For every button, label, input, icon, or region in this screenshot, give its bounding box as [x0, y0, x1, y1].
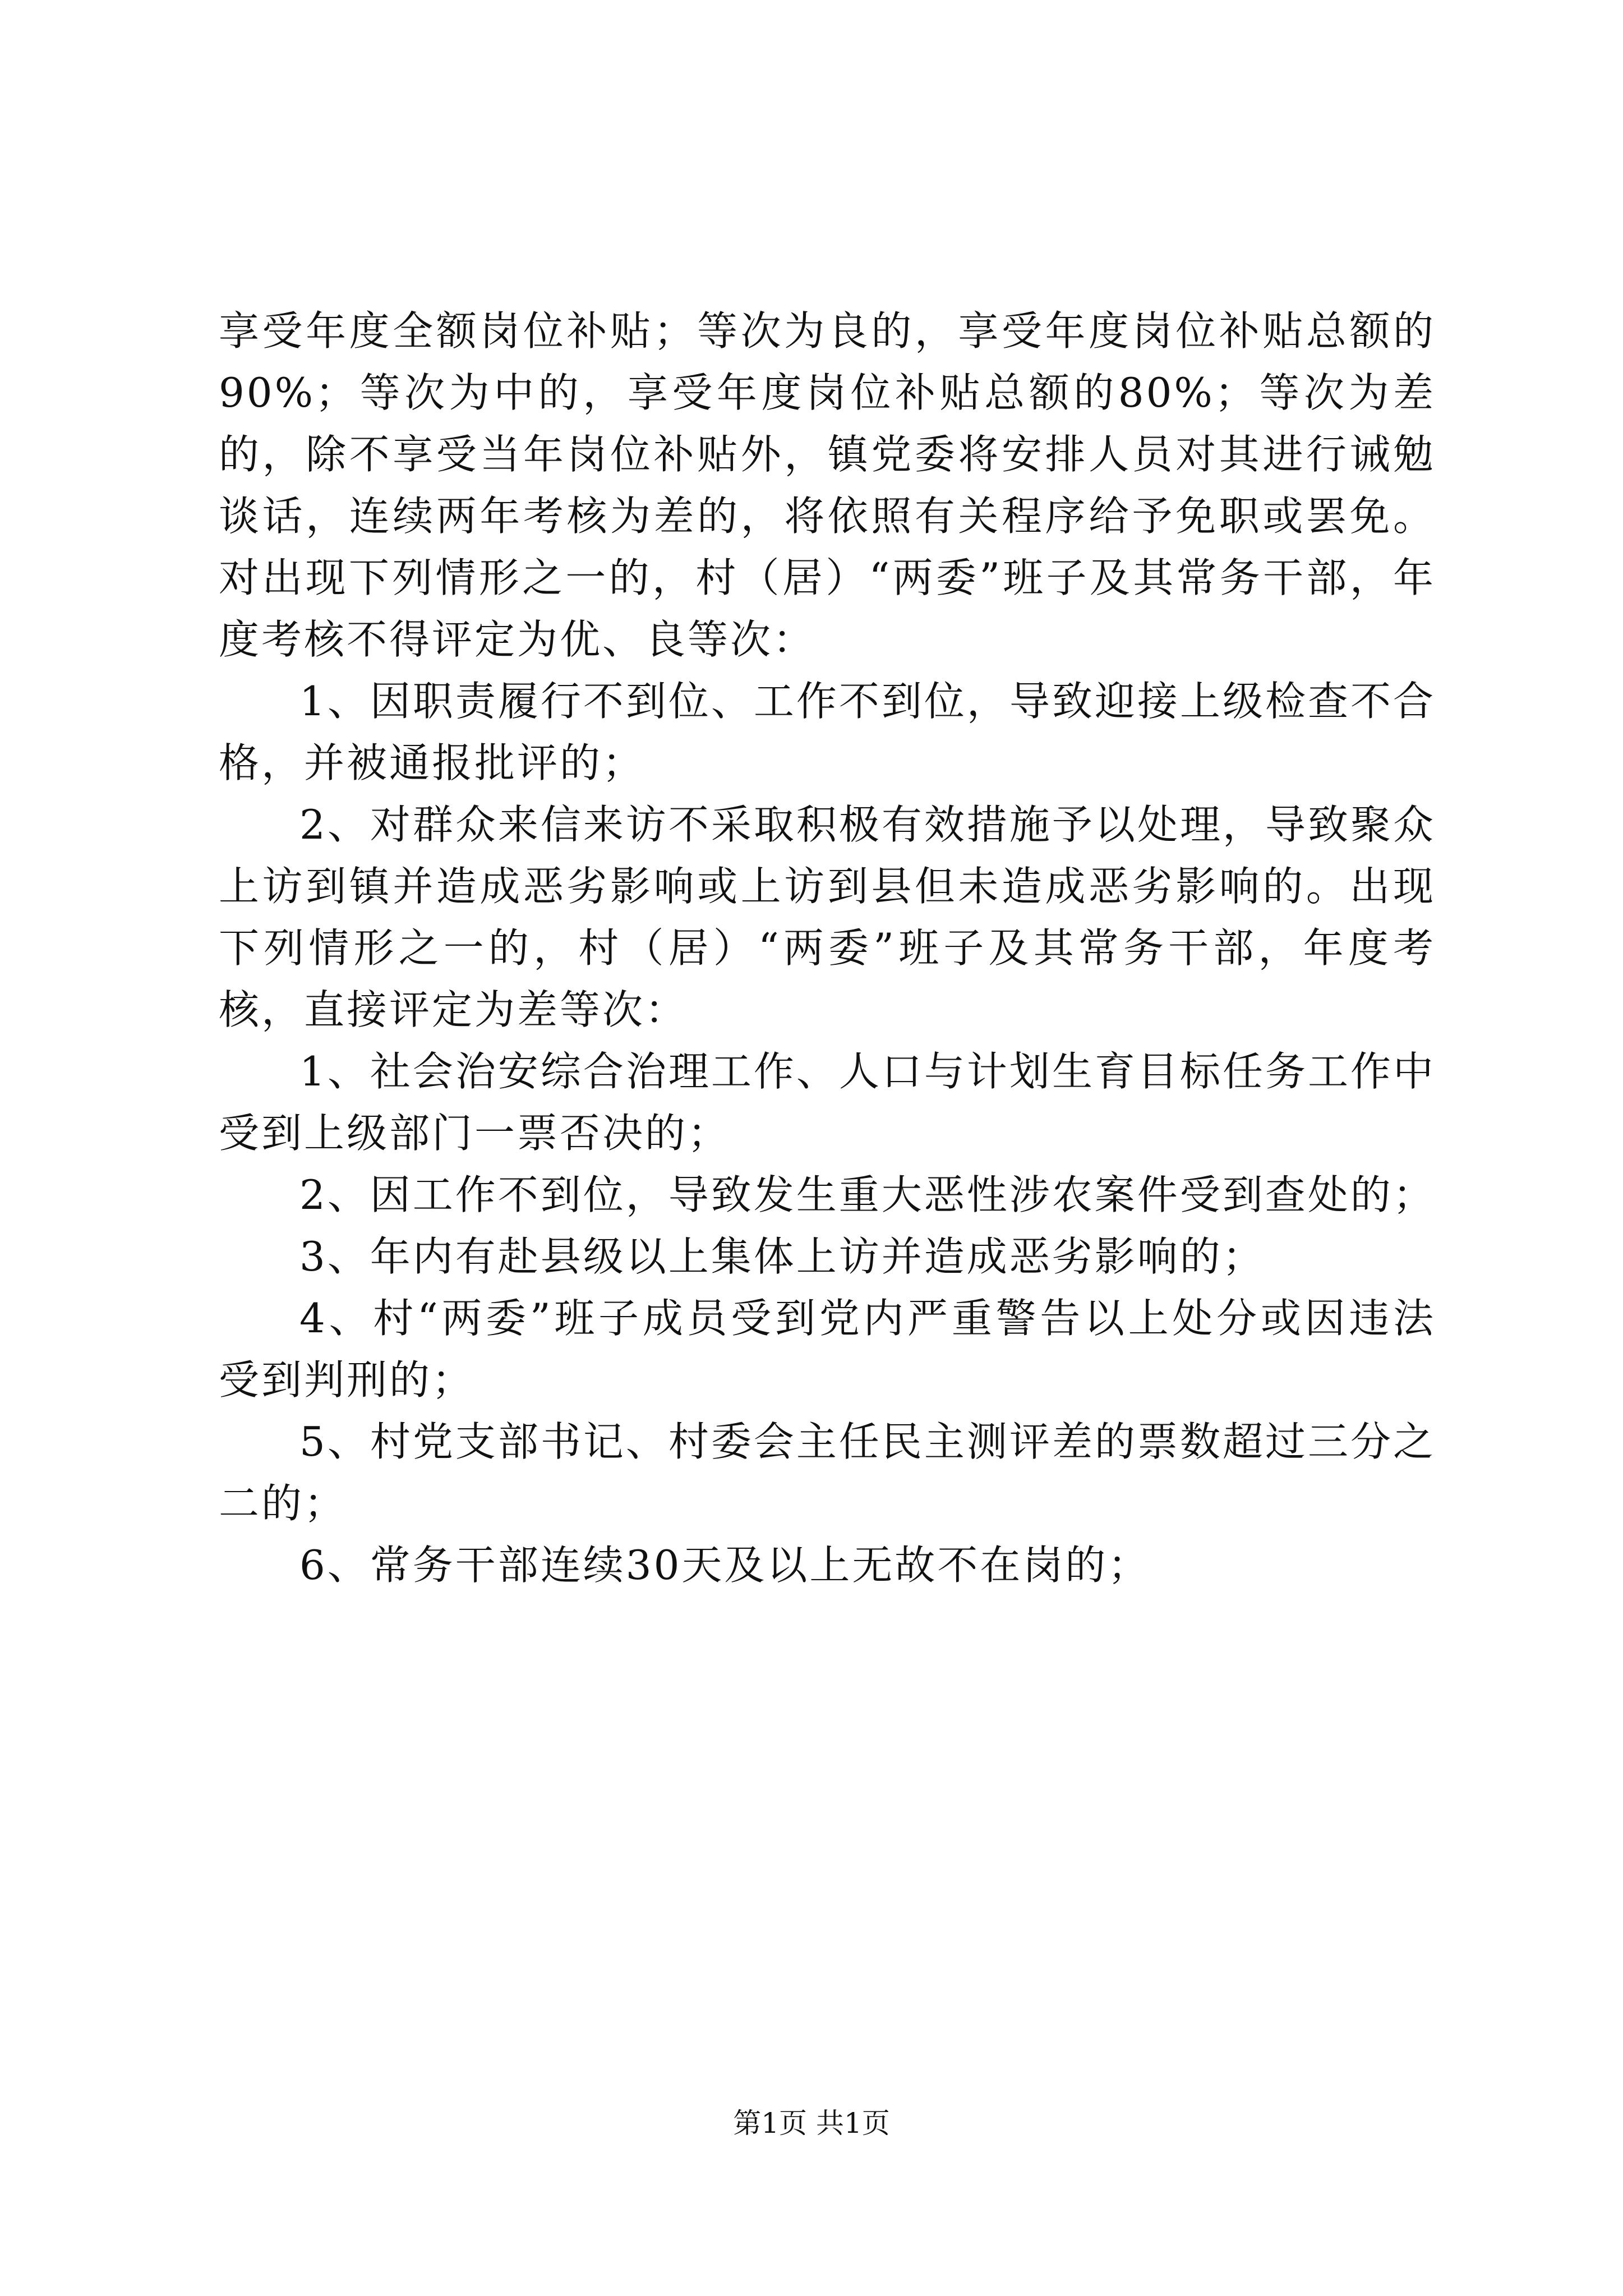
- page-number-label: 第1页 共1页: [733, 2107, 890, 2139]
- paragraph-item: 2、因工作不到位，导致发生重大恶性涉农案件受到查处的；: [299, 1171, 1436, 1218]
- paragraph-item: 4、村“两委”班子成员受到党内严重警告以上处分或因违法受到判刑的；: [219, 1295, 1436, 1404]
- page-footer: [0, 2106, 1623, 2140]
- paragraph-item: 2、对群众来信来访不采取积极有效措施予以处理，导致聚众上访到镇并造成恶劣影响或上访到县但未造成恶劣影响的。出现下列情形之一的，村（居）“两委”班子及其常务干部，年度考核，直接评定为差等次：: [219, 801, 1436, 1033]
- paragraph-item: 5、村党支部书记、村委会主任民主测评差的票数超过三分之二的；: [219, 1418, 1436, 1527]
- paragraph-item: 1、社会治安综合治理工作、人口与计划生育目标任务工作中受到上级部门一票否决的；: [219, 1048, 1436, 1157]
- paragraph-intro: 享受年度全额岗位补贴；等次为良的，享受年度岗位补贴总额的90%；等次为中的，享受年度岗位补贴总额的80%；等次为差的，除不享受当年岗位补贴外，镇党委将安排人员对其进行诫勉谈话，连续两年考核为差的，将依照有关程序给予免职或罢免。对出现下列情形之一的，村（居）“两委”班子及其常务干部，年度考核不得评定为优、良等次：: [219, 307, 1436, 663]
- document-body: [219, 300, 1436, 1596]
- paragraph-item: 6、常务干部连续30天及以上无故不在岗的；: [299, 1542, 1151, 1589]
- paragraph-item: 3、年内有赴县级以上集体上访并造成恶劣影响的；: [299, 1233, 1265, 1280]
- paragraph-item: 1、因职责履行不到位、工作不到位，导致迎接上级检查不合格，并被通报批评的；: [219, 678, 1436, 786]
